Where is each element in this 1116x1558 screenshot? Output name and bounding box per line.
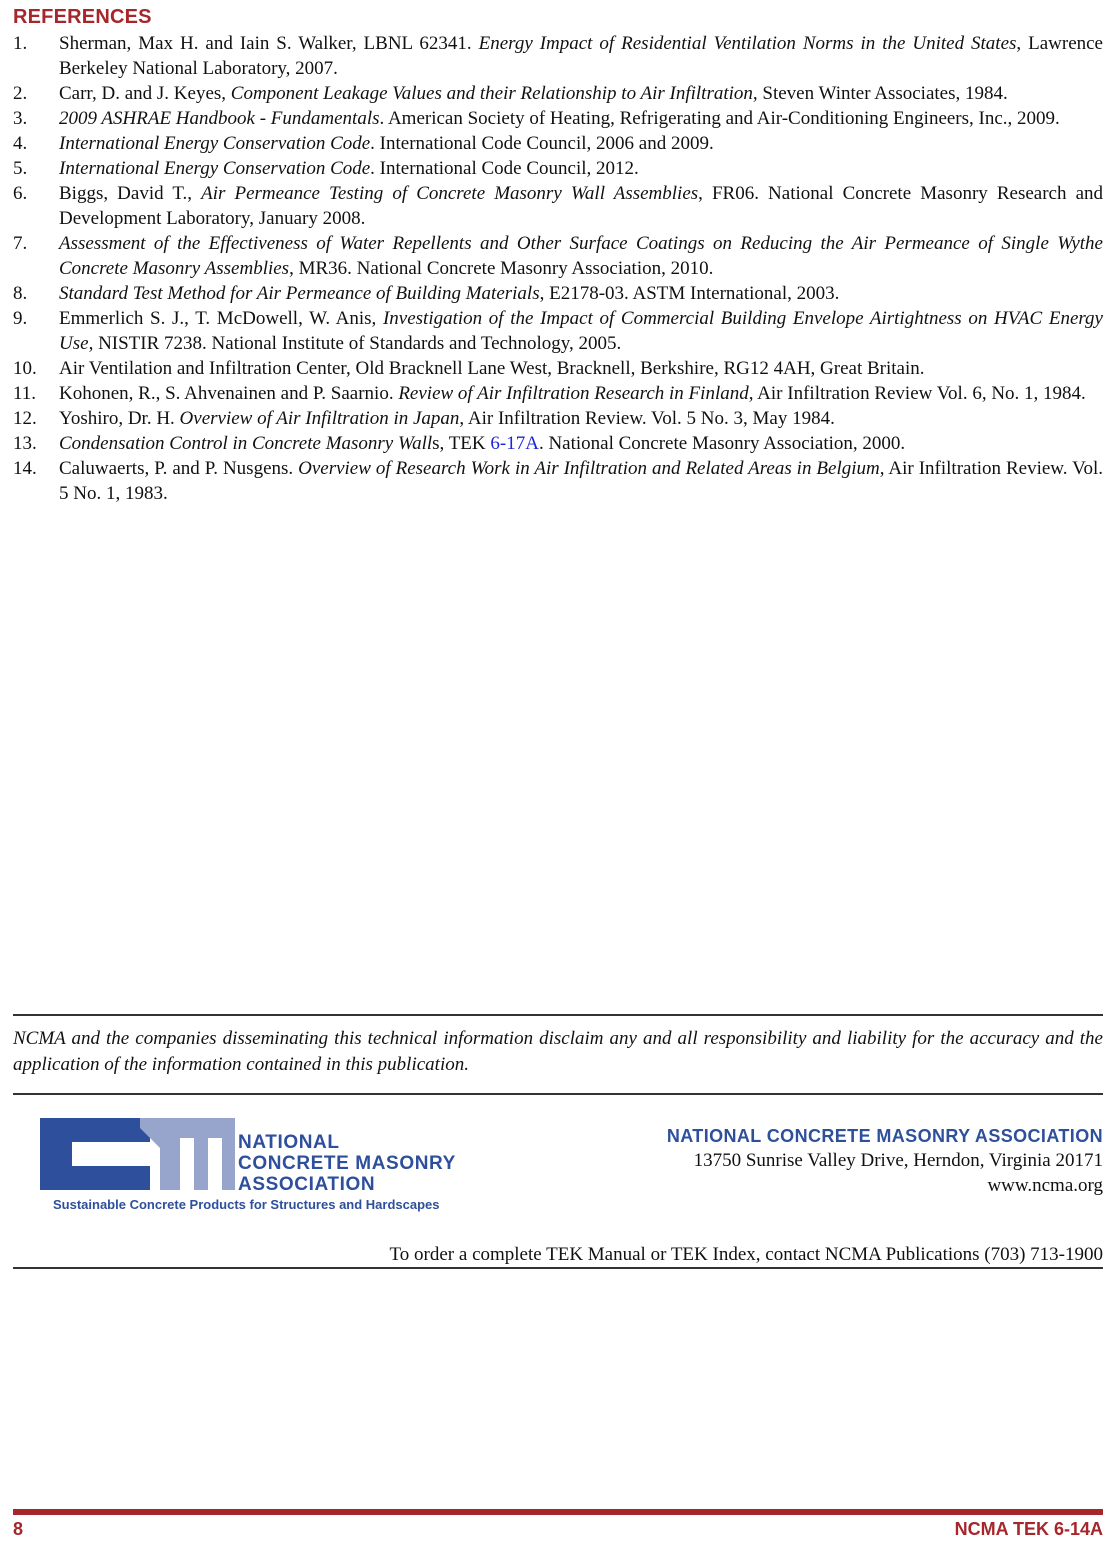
page-number: 8 [13, 1519, 24, 1539]
reference-text: Yoshiro, Dr. H. [59, 408, 180, 429]
reference-text: , Lawrence Berkeley National Laboratory, 2007. [59, 33, 1103, 79]
logo-name-line: ASSOCIATION [238, 1174, 376, 1195]
reference-text: . American Society of Heating, Refrigerating and Air-Conditioning Engineers, Inc., 2009. [379, 108, 1060, 129]
reference-item [13, 306, 1103, 356]
ncma-logo [40, 1118, 490, 1218]
reference-title: Review of Air Infiltration Research in Finland [398, 383, 749, 404]
reference-item [13, 81, 1103, 106]
reference-title: Air Permeance Testing of Concrete Masonry Wall Assemblies [201, 183, 699, 204]
logo-tagline: Sustainable Concrete Products for Structures and Hardscapes [53, 1197, 440, 1212]
reference-text: Caluwaerts, P. and P. Nusgens. [59, 458, 299, 479]
reference-text: Air Ventilation and Infiltration Center, Old Bracknell Lane West, Bracknell, Berkshire, RG12 4AH, Great Britain. [59, 358, 925, 379]
reference-text: , NISTIR 7238. National Institute of Standards and Technology, 2005. [88, 333, 622, 354]
reference-item [13, 356, 1103, 381]
reference-number: 7. [13, 233, 28, 254]
contact-block [667, 1124, 1103, 1198]
reference-text: Sherman, Max H. and Iain S. Walker, LBNL 62341. [59, 33, 479, 54]
disclaimer-text: NCMA and the companies disseminating this technical information disclaim any and all responsibility and liability for the accuracy and the application of the information contained in this publication. [13, 1028, 1103, 1075]
reference-item [13, 381, 1103, 406]
reference-text: , E2178-03. ASTM International, 2003. [539, 283, 840, 304]
disclaimer-top-rule [13, 1014, 1103, 1016]
reference-text: Emmerlich S. J., T. McDowell, W. Anis, [59, 308, 383, 329]
reference-item [13, 106, 1103, 131]
reference-text: , Air Infiltration Review. Vol. 5 No. 1, 1983. [59, 458, 1103, 504]
reference-number: 3. [13, 108, 28, 129]
reference-number: 14. [13, 458, 37, 479]
reference-text: . International Code Council, 2006 and 2009. [370, 133, 714, 154]
disclaimer-bottom-rule [13, 1093, 1103, 1095]
reference-text: Kohonen, R., S. Ahvenainen and P. Saarnio. [59, 383, 399, 404]
reference-number: 9. [13, 308, 28, 329]
footer-bar [13, 1509, 1103, 1515]
reference-title: International Energy Conservation Code [59, 158, 371, 179]
reference-title: Component Leakage Values and their Relationship to Air Infiltration [230, 83, 753, 104]
reference-title: Energy Impact of Residential Ventilation Norms in the United States [478, 33, 1017, 54]
reference-number: 11. [13, 383, 37, 404]
logo-name-line: CONCRETE MASONRY [238, 1153, 456, 1174]
reference-item [13, 281, 1103, 306]
reference-text: . National Concrete Masonry Association, 2000. [538, 433, 906, 454]
reference-title: Condensation Control in Concrete Masonry Wall [59, 433, 433, 454]
reference-number: 10. [13, 358, 37, 379]
reference-text: Carr, D. and J. Keyes, [59, 83, 231, 104]
reference-title: International Energy Conservation Code [59, 133, 371, 154]
logo-name [238, 1132, 456, 1195]
references-list [13, 31, 1103, 506]
order-rule [13, 1267, 1103, 1269]
reference-text: , Air Infiltration Review Vol. 6, No. 1, 1984. [748, 383, 1086, 404]
reference-number: 13. [13, 433, 37, 454]
reference-text: , MR36. National Concrete Masonry Association, 2010. [289, 258, 714, 279]
reference-title: Overview of Air Infiltration in Japan [179, 408, 460, 429]
reference-item [13, 181, 1103, 231]
logo-name-line: NATIONAL [238, 1132, 340, 1153]
cm-logo-icon [40, 1118, 235, 1190]
reference-number: 8. [13, 283, 28, 304]
reference-link[interactable]: 6-17A [490, 433, 539, 454]
contact-website[interactable]: www.ncma.org [987, 1175, 1103, 1196]
reference-title: 2009 ASHRAE Handbook - Fundamentals [59, 108, 380, 129]
references-heading: REFERENCES [13, 6, 152, 28]
reference-item [13, 131, 1103, 156]
reference-number: 12. [13, 408, 37, 429]
reference-item [13, 406, 1103, 431]
reference-text: . International Code Council, 2012. [370, 158, 639, 179]
reference-title: Assessment of the Effectiveness of Water Repellents and Other Surface Coatings on Reducing the Air Permeance of Single Wythe Concrete Masonry Assemblies [59, 233, 1103, 279]
reference-title: Overview of Research Work in Air Infiltration and Related Areas in Belgium [298, 458, 880, 479]
reference-text: Biggs, David T., [59, 183, 202, 204]
reference-item [13, 456, 1103, 506]
reference-text: , FR06. National Concrete Masonry Research and Development Laboratory, January 2008. [59, 183, 1103, 229]
reference-number: 6. [13, 183, 28, 204]
reference-number: 5. [13, 158, 28, 179]
reference-text: , Steven Winter Associates, 1984. [752, 83, 1008, 104]
reference-item [13, 231, 1103, 281]
reference-number: 2. [13, 83, 28, 104]
reference-title: Investigation of the Impact of Commercial Building Envelope Airtightness on HVAC Energy Use [59, 308, 1103, 354]
reference-number: 4. [13, 133, 28, 154]
reference-number: 1. [13, 33, 28, 54]
reference-item [13, 156, 1103, 181]
reference-text: , Air Infiltration Review. Vol. 5 No. 3, May 1984. [459, 408, 835, 429]
contact-name: NATIONAL CONCRETE MASONRY ASSOCIATION [666, 1126, 1103, 1146]
order-info: To order a complete TEK Manual or TEK Index, contact NCMA Publications (703) 713-1900 [389, 1244, 1103, 1265]
contact-address: 13750 Sunrise Valley Drive, Herndon, Virginia 20171 [693, 1150, 1103, 1171]
reference-item [13, 431, 1103, 456]
reference-item [13, 31, 1103, 81]
document-id: NCMA TEK 6-14A [954, 1519, 1103, 1539]
reference-text: s, TEK [432, 433, 491, 454]
reference-title: Standard Test Method for Air Permeance of Building Materials [59, 283, 540, 304]
